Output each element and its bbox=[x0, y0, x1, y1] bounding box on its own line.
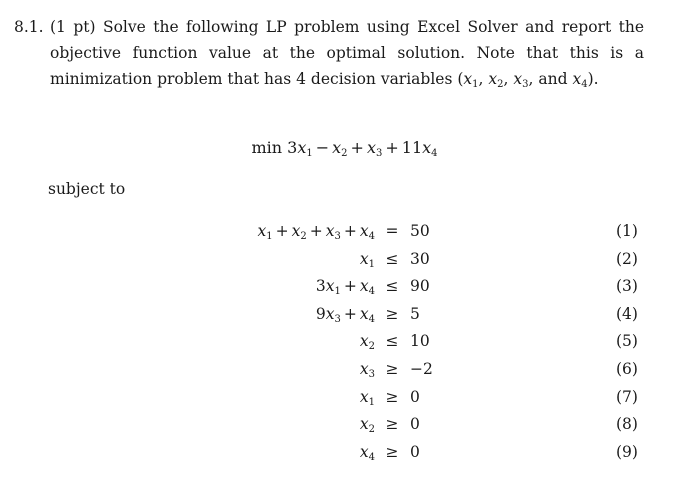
constraint-term bbox=[359, 415, 375, 436]
problem-points: (1 pt) bbox=[50, 18, 96, 36]
objective-term bbox=[382, 138, 437, 157]
variable: x bbox=[422, 138, 432, 157]
constraint-lhs bbox=[360, 443, 375, 461]
constraint-term bbox=[360, 250, 375, 268]
objective-function bbox=[0, 138, 679, 157]
variable-subscript: 4 bbox=[368, 231, 375, 242]
variable-subscript: 1 bbox=[266, 231, 273, 242]
coefficient: 11 bbox=[401, 138, 423, 157]
constraint-term bbox=[307, 222, 341, 240]
variable-subscript: 3 bbox=[375, 148, 383, 159]
variable-subscript: 2 bbox=[300, 231, 307, 242]
constraint-rhs: 5 bbox=[410, 304, 420, 323]
variable: x bbox=[366, 138, 376, 157]
operator: + bbox=[275, 222, 289, 240]
variable-subscript: 1 bbox=[334, 286, 341, 298]
decision-variable bbox=[488, 70, 503, 88]
variable-subscript: 4 bbox=[431, 148, 438, 159]
constraint-row bbox=[0, 332, 679, 359]
objective-expression bbox=[287, 138, 437, 157]
operator: − bbox=[315, 138, 330, 157]
objective-term bbox=[287, 138, 313, 157]
operator: + bbox=[350, 138, 364, 157]
separator: , and bbox=[528, 70, 573, 88]
variable-subscript: 3 bbox=[334, 231, 341, 242]
coefficient: 3 bbox=[287, 138, 298, 157]
constraint-relation: ≥ bbox=[385, 442, 399, 461]
operator: + bbox=[309, 222, 323, 240]
constraint-lhs bbox=[360, 360, 375, 378]
constraint-row bbox=[0, 360, 679, 387]
problem-statement bbox=[14, 14, 644, 92]
constraint-rhs: 10 bbox=[410, 332, 430, 351]
constraint-rhs: −2 bbox=[410, 360, 433, 378]
subject-to-label: subject to bbox=[48, 180, 126, 198]
variable: x bbox=[359, 387, 369, 406]
variable: x bbox=[359, 332, 369, 351]
constraint-relation: ≥ bbox=[385, 304, 399, 323]
constraint-relation: ≥ bbox=[385, 360, 399, 378]
variable-subscript: 1 bbox=[306, 148, 313, 159]
constraint-term bbox=[360, 360, 375, 378]
variable: x bbox=[359, 304, 369, 323]
constraint-term bbox=[341, 222, 375, 240]
constraint-term bbox=[258, 222, 273, 240]
objective-term bbox=[313, 138, 348, 157]
variable-subscript: 2 bbox=[368, 341, 375, 353]
variable: x bbox=[297, 138, 307, 157]
constraint-number: (9) bbox=[616, 442, 638, 461]
variable-subscript: 4 bbox=[368, 286, 375, 298]
constraint-term bbox=[316, 305, 341, 323]
constraint-rhs: 0 bbox=[410, 442, 420, 461]
constraint-lhs bbox=[360, 388, 375, 406]
constraint-lhs bbox=[316, 305, 375, 323]
variable: x bbox=[325, 277, 335, 296]
constraint-number: (3) bbox=[616, 277, 638, 296]
constraint-row bbox=[0, 388, 679, 415]
variable: x bbox=[359, 249, 369, 268]
constraint-row bbox=[0, 277, 679, 304]
constraint-rhs: 50 bbox=[410, 222, 430, 240]
operator: + bbox=[343, 277, 357, 296]
constraint-relation: ≥ bbox=[385, 415, 399, 434]
variable: x bbox=[325, 304, 335, 323]
variable: x bbox=[513, 70, 523, 88]
variable: x bbox=[257, 222, 267, 240]
constraint-relation: ≥ bbox=[385, 387, 399, 406]
constraint-lhs bbox=[359, 332, 375, 353]
operator: + bbox=[385, 138, 399, 157]
variable-subscript: 2 bbox=[368, 424, 375, 436]
decision-variables-list bbox=[463, 70, 587, 88]
variable: x bbox=[359, 222, 369, 240]
constraint-relation: ≤ bbox=[385, 277, 399, 296]
objective-term bbox=[348, 138, 383, 157]
constraint-row bbox=[0, 250, 679, 277]
variable: x bbox=[359, 442, 369, 461]
separator: , bbox=[503, 70, 514, 88]
coefficient: 3 bbox=[315, 277, 326, 296]
constraint-term bbox=[341, 305, 375, 323]
constraint-relation: = bbox=[385, 222, 399, 240]
constraint-term bbox=[360, 388, 375, 406]
variable: x bbox=[359, 360, 369, 378]
constraint-number: (1) bbox=[616, 222, 638, 240]
variable: x bbox=[325, 222, 335, 240]
problem-text bbox=[50, 14, 644, 92]
variable: x bbox=[488, 70, 498, 88]
coefficient: 9 bbox=[315, 304, 326, 323]
variable: x bbox=[463, 70, 473, 88]
constraint-term bbox=[273, 222, 307, 240]
constraint-row bbox=[0, 222, 679, 249]
variable: x bbox=[359, 415, 369, 434]
constraint-number: (5) bbox=[616, 332, 638, 351]
variable-subscript: 3 bbox=[334, 313, 341, 325]
constraint-rhs: 90 bbox=[410, 277, 430, 296]
constraint-row bbox=[0, 305, 679, 332]
constraint-rhs: 0 bbox=[410, 415, 420, 434]
decision-variable bbox=[463, 70, 478, 88]
constraint-number: (4) bbox=[616, 304, 638, 323]
variable-subscript: 1 bbox=[368, 258, 375, 270]
decision-variable bbox=[513, 70, 528, 88]
variable-subscript: 3 bbox=[368, 369, 375, 380]
variable-subscript: 2 bbox=[341, 148, 348, 159]
variable: x bbox=[359, 277, 369, 296]
constraint-number: (7) bbox=[616, 387, 638, 406]
constraint-lhs bbox=[258, 222, 376, 240]
variable-subscript: 1 bbox=[368, 396, 375, 408]
variable-subscript: 4 bbox=[368, 313, 375, 325]
objective-keyword: min bbox=[251, 138, 283, 157]
constraint-relation: ≤ bbox=[385, 249, 399, 268]
constraint-rhs: 0 bbox=[410, 387, 420, 406]
separator: , bbox=[478, 70, 489, 88]
constraint-relation: ≤ bbox=[385, 332, 399, 351]
variable-subscript: 3 bbox=[522, 79, 529, 90]
constraint-number: (8) bbox=[616, 415, 638, 434]
variable-subscript: 4 bbox=[581, 79, 588, 90]
constraint-rhs: 30 bbox=[410, 249, 430, 268]
operator: + bbox=[343, 222, 357, 240]
constraint-term bbox=[359, 332, 375, 353]
constraint-number: (2) bbox=[616, 249, 638, 268]
constraint-lhs bbox=[359, 415, 375, 436]
constraint-lhs bbox=[315, 277, 375, 298]
variable: x bbox=[572, 70, 582, 88]
constraint-lhs bbox=[360, 250, 375, 268]
constraint-term bbox=[360, 443, 375, 461]
problem-text-part2: ). bbox=[587, 70, 599, 88]
variable: x bbox=[291, 222, 301, 240]
variable-subscript: 1 bbox=[472, 79, 479, 90]
constraint-term bbox=[315, 277, 341, 298]
constraint-row bbox=[0, 415, 679, 442]
constraint-number: (6) bbox=[616, 360, 638, 378]
problem-number: 8.1. bbox=[14, 18, 44, 36]
variable-subscript: 2 bbox=[497, 79, 504, 90]
constraint-row bbox=[0, 443, 679, 470]
decision-variable bbox=[572, 70, 587, 88]
variable: x bbox=[332, 138, 342, 157]
variable-subscript: 4 bbox=[368, 451, 375, 463]
constraint-term bbox=[341, 277, 375, 298]
operator: + bbox=[343, 304, 357, 323]
problem-text-part1: Solve the following LP problem using Excel Solver and report the objective function value at the optimal solution. Note that this is a minimization problem that has 4 decision variables ( bbox=[50, 18, 644, 88]
